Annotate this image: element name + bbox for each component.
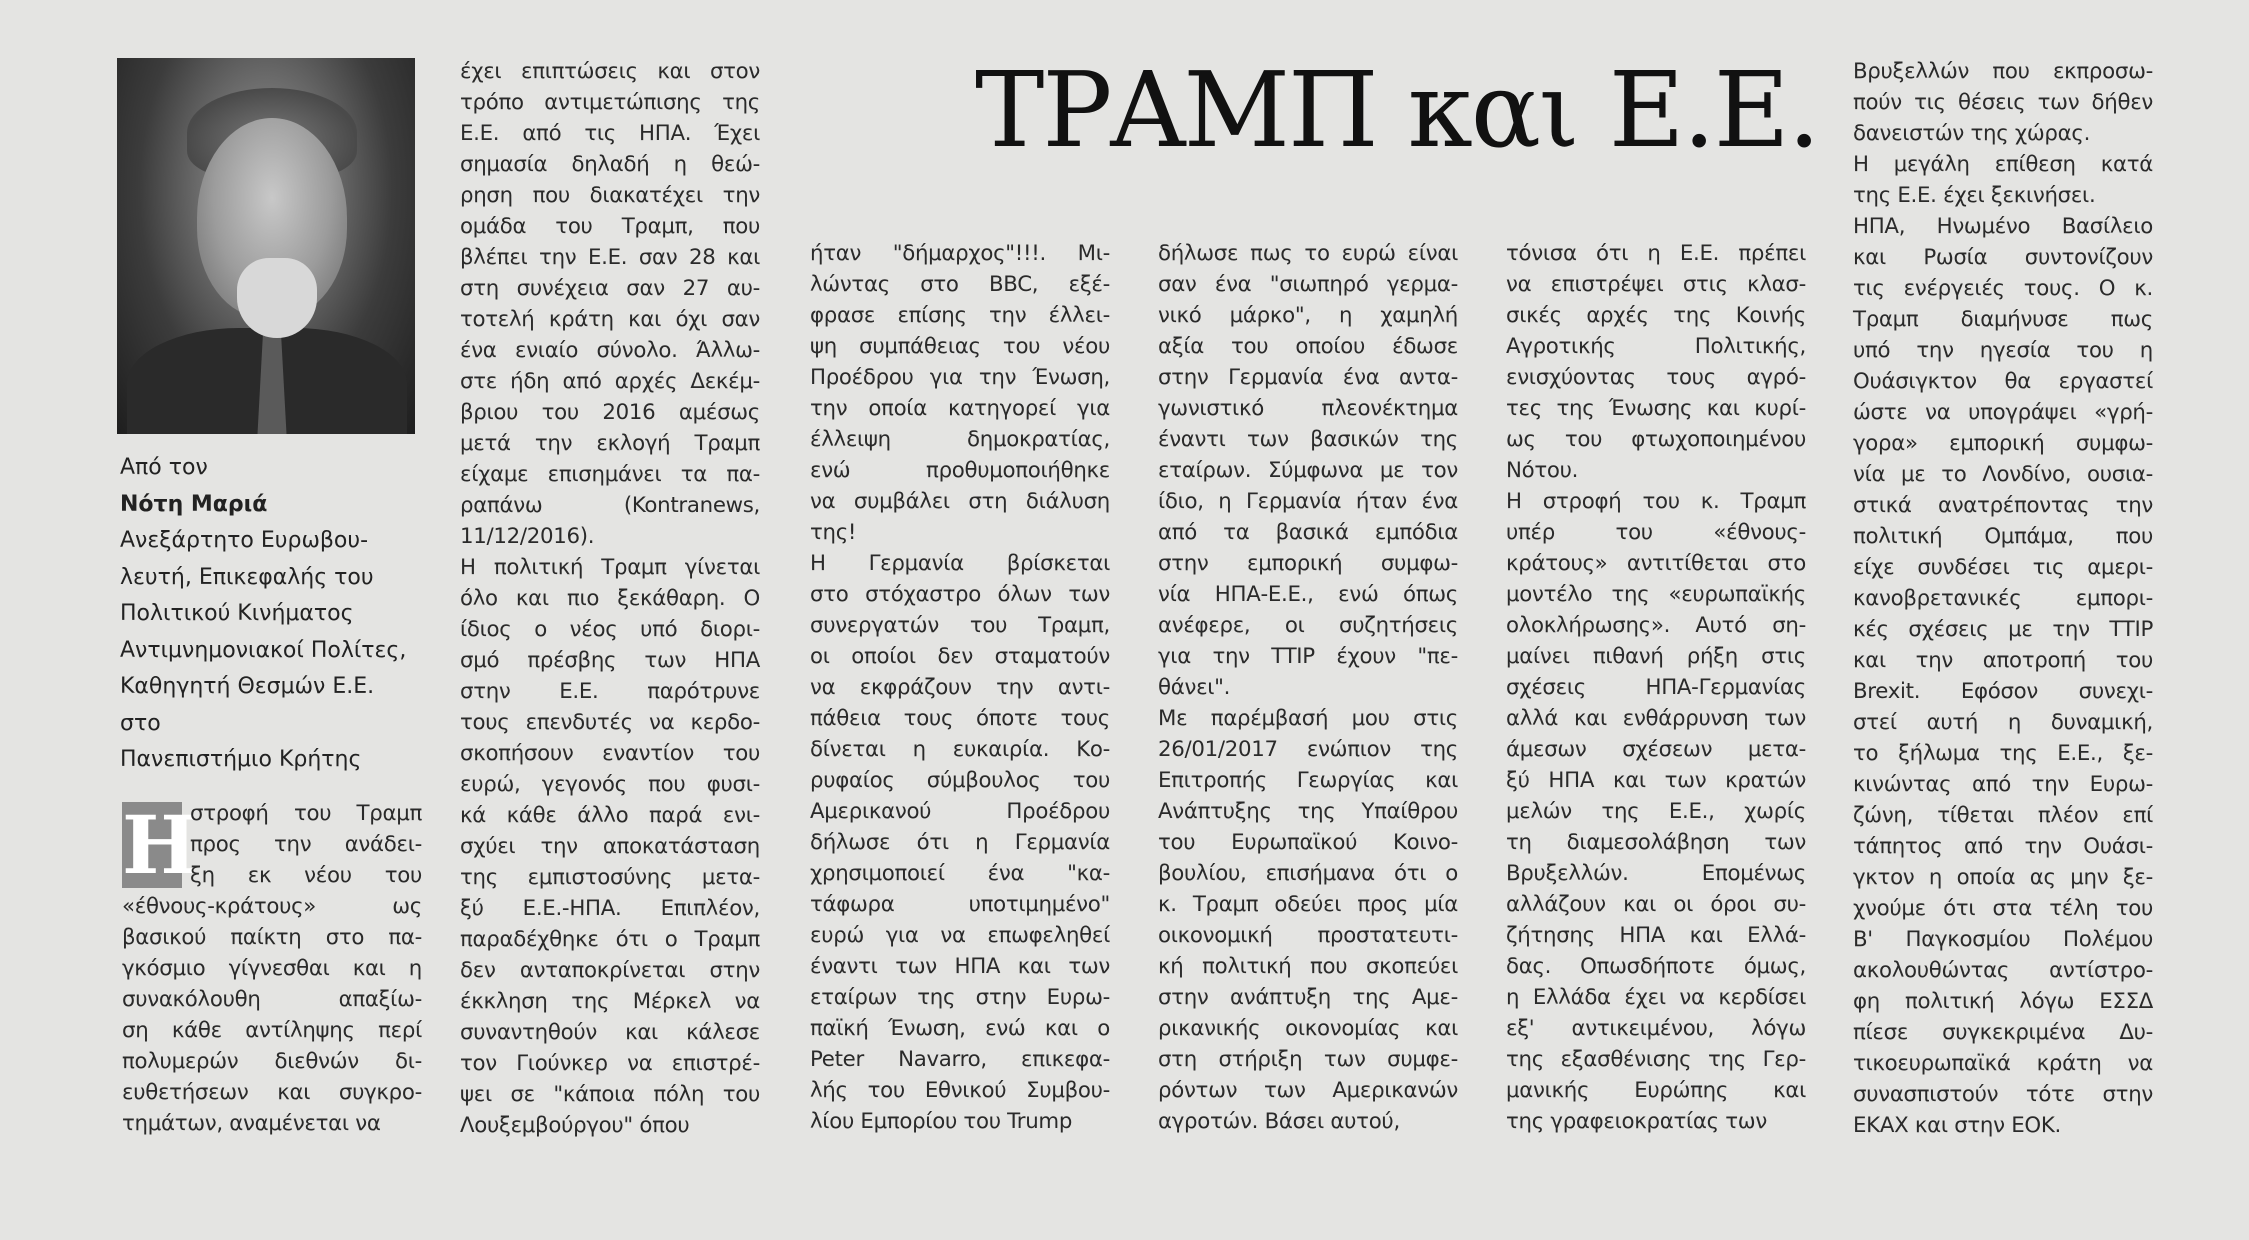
article-text-line: πολυμερών διεθνών δι- — [122, 1049, 422, 1074]
article-text-line: λής του Εθνικού Συμβου- — [810, 1078, 1110, 1103]
article-text-line: ρυφαίος σύμβουλος του — [810, 768, 1110, 793]
author-name: Νότη Μαριά — [120, 491, 268, 517]
article-text-line: ευρώ για να επωφεληθεί — [810, 923, 1110, 948]
article-text-line: έκκληση της Μέρκελ να — [460, 989, 760, 1014]
article-text-line: τις ενέργειές τους. Ο κ. — [1853, 276, 2153, 301]
article-text-line: τάφωρα υποτιμημένο" — [810, 892, 1110, 917]
article-text-line: είχαμε επισημάνει τα πα- — [460, 462, 760, 487]
article-text-line: στεί αυτή η δυναμική, — [1853, 710, 2153, 735]
article-text-line: του Ευρωπαϊκού Κοινο- — [1158, 830, 1458, 855]
article-text-line: 26/01/2017 ενώπιον της — [1158, 737, 1458, 762]
article-column-1 — [122, 798, 422, 1139]
article-text-line: έλλειψη δημοκρατίας, — [810, 427, 1110, 452]
article-text-line: σημασία δηλαδή η θεώ- — [460, 152, 760, 177]
article-text-line: εταίρων. Σύμφωνα με τον — [1158, 458, 1458, 483]
article-title: ΤΡΑΜΠ και Ε.Ε. — [975, 49, 1819, 171]
article-text-line: άμεσων σχέσεων μετα- — [1506, 737, 1806, 762]
article-text-line: δίνεται η ευκαιρία. Κο- — [810, 737, 1110, 762]
article-text-line: Βρυξελλών που εκπροσω- — [1853, 59, 2153, 84]
article-text-line: στροφή του Τραμπ — [190, 801, 422, 826]
article-text-line: στη συνέχεια σαν 27 αυ- — [460, 276, 760, 301]
article-column-5 — [1506, 238, 1806, 1137]
article-text-line: συνασπιστούν τότε στην — [1853, 1082, 2153, 1107]
drop-cap: Η — [122, 798, 198, 892]
article-text-line: κή πολιτική που σκοπεύει — [1158, 954, 1458, 979]
article-text-line: Βρυξελλών. Επομένως — [1506, 861, 1806, 886]
article-text-line: δήλωσε ότι η Γερμανία — [810, 830, 1110, 855]
article-text-line: σαν ένα "σιωπηρό γερμα- — [1158, 272, 1458, 297]
article-text-line: μαίνει πιθανή ρήξη στις — [1506, 644, 1806, 669]
article-text-line: όλο και πιο ξεκάθαρη. Ο — [460, 586, 760, 611]
article-text-line: στην εμπορική συμφω- — [1158, 551, 1458, 576]
article-text-line: χνούμε ότι στα τέλη του — [1853, 896, 2153, 921]
article-text-line: αγροτών. Βάσει αυτού, — [1158, 1109, 1400, 1134]
article-text-line: δανειστών της χώρας. — [1853, 121, 2091, 146]
article-text-line: σχέσεις ΗΠΑ-Γερμανίας — [1506, 675, 1806, 700]
article-text-line: Αμερικανού Προέδρου — [810, 799, 1110, 824]
article-text-line: «έθνους-κράτους» ως — [122, 894, 422, 919]
article-text-line: στην ανάπτυξη της Αμε- — [1158, 985, 1458, 1010]
article-text-line: στικά ανατρέποντας την — [1853, 493, 2153, 518]
article-text-line: αξία του οποίου έδωσε — [1158, 334, 1458, 359]
article-text-line: υπό την ηγεσία του η — [1853, 338, 2153, 363]
article-text-line: είχε συνδέσει τις αμερι- — [1853, 555, 2153, 580]
article-text-line: Λουξεμβούργου" όπου — [460, 1113, 690, 1138]
article-text-line: τικοευρωπαϊκά κράτη να — [1853, 1051, 2153, 1076]
article-text-line: πίεσε συγκεκριμένα Δυ- — [1853, 1020, 2153, 1045]
article-text-line: Νότου. — [1506, 458, 1579, 483]
author-role-line: Καθηγητή Θεσμών Ε.Ε. στο — [120, 674, 375, 736]
article-text-line: τάπητος από την Ουάσι- — [1853, 834, 2153, 859]
article-text-line: ανέφερε, οι συζητήσεις — [1158, 613, 1458, 638]
article-text-line: κές σχέσεις με την TTIP — [1853, 617, 2153, 642]
article-text-line: τους επενδυτές να κερδο- — [460, 710, 760, 735]
author-role-line: Πολιτικού Κινήματος — [120, 601, 354, 626]
article-text-line: νία ΗΠΑ-Ε.Ε., ενώ όπως — [1158, 582, 1458, 607]
article-text-line: τον Γιούνκερ να επιστρέ- — [460, 1051, 760, 1076]
article-text-line: μετά την εκλογή Τραμπ — [460, 431, 760, 456]
article-text-line: της Ε.Ε. έχει ξεκινήσει. — [1853, 183, 2096, 208]
article-text-line: μανικής Ευρώπης και — [1506, 1078, 1806, 1103]
article-text-line: ζήτησης ΗΠΑ και Ελλά- — [1506, 923, 1806, 948]
article-text-line: την οποία κατηγορεί για — [810, 396, 1110, 421]
article-text-line: μοντέλο της «ευρωπαϊκής — [1506, 582, 1806, 607]
article-text-line: τημάτων, αναμένεται να — [122, 1111, 381, 1136]
author-role-line: λευτή, Επικεφαλής του — [120, 564, 374, 590]
article-text-line: να συμβάλει στη διάλυση — [810, 489, 1110, 514]
article-text-line: συναντηθούν και κάλεσε — [460, 1020, 760, 1045]
article-text-line: Brexit. Εφόσον συνεχι- — [1853, 679, 2153, 704]
article-text-line: σκοπήσουν εναντίον του — [460, 741, 760, 766]
article-text-line: τη διαμεσολάβηση των — [1506, 830, 1806, 855]
article-text-line: έναντι των ΗΠΑ και των — [810, 954, 1110, 979]
article-text-line: τοτελή κράτη και όχι σαν — [460, 307, 760, 332]
article-text-line: ευρώ, γεγονός που φυσι- — [460, 772, 760, 797]
article-text-line: δήλωσε πως το ευρώ είναι — [1158, 241, 1458, 266]
article-text-line: ευθετήσεων και συγκρο- — [122, 1080, 422, 1105]
article-text-line: Η στροφή του κ. Τραμπ — [1506, 489, 1806, 514]
article-text-line: ίδιο, η Γερμανία ήταν ένα — [1158, 489, 1458, 514]
article-text-line: ένα ενιαίο σύνολο. Άλλω- — [460, 338, 760, 363]
article-text-line: νικό μάρκο", η χαμηλή — [1158, 303, 1458, 328]
article-text-line: τες της Ένωσης και κυρί- — [1506, 396, 1806, 421]
article-text-line: δας. Οπωσδήποτε όμως, — [1506, 954, 1806, 979]
article-text-line: παραδέχθηκε ότι ο Τραμπ — [460, 927, 760, 952]
article-text-line: και την αποτροπή του — [1853, 648, 2153, 673]
article-text-line: πολιτική Ομπάμα, που — [1853, 524, 2153, 549]
article-text-line: Επιτροπής Γεωργίας και — [1158, 768, 1458, 793]
article-text-line: ραπάνω (Kontranews, — [460, 493, 760, 518]
article-text-line: ξη εκ νέου του — [190, 863, 422, 888]
article-text-line: Peter Navarro, επικεφα- — [810, 1047, 1110, 1072]
article-column-4 — [1158, 238, 1458, 1137]
article-text-line: αλλάζουν και οι όροι συ- — [1506, 892, 1806, 917]
article-text-line: κά κάθε άλλο παρά ενι- — [460, 803, 760, 828]
article-text-line: οι οποίοι δεν σταματούν — [810, 644, 1110, 669]
article-text-line: πάθεια τους όποτε τους — [810, 706, 1110, 731]
article-text-line: βριου του 2016 αμέσως — [460, 400, 760, 425]
article-text-line: μελών της Ε.Ε., χωρίς — [1506, 799, 1806, 824]
article-text-line: λώντας στο BBC, εξέ- — [810, 272, 1110, 297]
article-text-line: Ουάσιγκτον θα εργαστεί — [1853, 369, 2153, 394]
author-byline — [120, 450, 420, 779]
article-text-line: της! — [810, 520, 857, 545]
article-column-6 — [1853, 56, 2153, 1141]
article-column-3 — [810, 238, 1110, 1137]
article-text-line: ψει σε "κάποια πόλη του — [460, 1082, 760, 1107]
article-text-line: πούν τις θέσεις των δήθεν — [1853, 90, 2153, 115]
article-text-line: στε ήδη από αρχές Δεκέμ- — [460, 369, 760, 394]
article-text-line: ζώνη, τίθεται πλέον επί — [1853, 803, 2153, 828]
article-text-line: ρόντων των Αμερικανών — [1158, 1078, 1458, 1103]
author-role-line: Αντιμνημονιακοί Πολίτες, — [120, 637, 407, 663]
article-text-line: βασικού παίκτη στο πα- — [122, 925, 422, 950]
article-text-line: Η Γερμανία βρίσκεται — [810, 551, 1110, 576]
article-text-line: Β' Παγκοσμίου Πολέμου — [1853, 927, 2153, 952]
article-text-line: της εξασθένισης της Γερ- — [1506, 1047, 1806, 1072]
article-text-line: Με παρέμβασή μου στις — [1158, 706, 1458, 731]
article-text-line: Αγροτικής Πολιτικής, — [1506, 334, 1806, 359]
author-photo — [117, 58, 415, 434]
article-text-line: παϊκή Ένωση, ενώ και ο — [810, 1016, 1110, 1041]
article-text-line: ΗΠΑ, Ηνωμένο Βασίλειο — [1853, 214, 2153, 239]
article-text-line: στο στόχαστρο όλων των — [810, 582, 1110, 607]
article-text-line: 11/12/2016). — [460, 524, 595, 549]
article-text-line: βουλίου, επισήμανα ότι ο — [1158, 861, 1458, 886]
article-text-line: ξύ Ε.Ε.-ΗΠΑ. Επιπλέον, — [460, 896, 760, 921]
article-text-line: φη πολιτική λόγω ΕΣΣΔ — [1853, 989, 2153, 1014]
article-text-line: το ξήλωμα της Ε.Ε., ξε- — [1853, 741, 2153, 766]
article-text-line: για την TTIP έχουν "πε- — [1158, 644, 1458, 669]
article-text-line: έναντι των βασικών της — [1158, 427, 1458, 452]
article-text-line: έχει επιπτώσεις και στον — [460, 59, 760, 84]
article-text-line: από τα βασικά εμπόδια — [1158, 520, 1458, 545]
article-text-line: στη στήριξη των συμφε- — [1158, 1047, 1458, 1072]
article-text-line: ήταν "δήμαρχος"!!!. Μι- — [810, 241, 1110, 266]
article-text-line: ενισχύοντας τους αγρό- — [1506, 365, 1806, 390]
article-text-line: και Ρωσία συντονίζουν — [1853, 245, 2153, 270]
article-text-line: ώστε να υπογράψει «γρή- — [1853, 400, 2153, 425]
article-text-line: οικονομική προστατευτι- — [1158, 923, 1458, 948]
article-text-line: στην Ε.Ε. παρότρυνε — [460, 679, 760, 704]
article-text-line: γωνιστικό πλεονέκτημα — [1158, 396, 1458, 421]
article-text-line: ρηση που διακατέχει την — [460, 183, 760, 208]
article-text-line: κ. Τραμπ οδεύει προς μία — [1158, 892, 1458, 917]
article-text-line: ομάδα του Τραμπ, που — [460, 214, 760, 239]
article-text-line: σχύει την αποκατάσταση — [460, 834, 760, 859]
article-text-line: ρικανικής οικονομίας και — [1158, 1016, 1458, 1041]
article-text-line: κράτους» αντιτίθεται στο — [1506, 551, 1806, 576]
article-text-line: νία με το Λονδίνο, ουσια- — [1853, 462, 2153, 487]
article-text-line: σικές αρχές της Κοινής — [1506, 303, 1806, 328]
article-text-line: γκτον η οποία ας μην ξε- — [1853, 865, 2153, 890]
article-text-line: τρόπο αντιμετώπισης της — [460, 90, 760, 115]
article-column-2 — [460, 56, 760, 1141]
article-text-line: ολοκλήρωσης». Αυτό ση- — [1506, 613, 1806, 638]
article-text-line: Προέδρου για την Ένωση, — [810, 365, 1110, 390]
article-text-line: χρησιμοποιεί ένα "κα- — [810, 861, 1110, 886]
article-text-line: Ανάπτυξης της Υπαίθρου — [1158, 799, 1458, 824]
article-text-line: η Ελλάδα έχει να κερδίσει — [1506, 985, 1806, 1010]
author-role-line: Ανεξάρτητο Ευρωβου- — [120, 528, 369, 553]
article-text-line: ση κάθε αντίληψης περί — [122, 1018, 422, 1043]
article-text-line: ως του φτωχοποιημένου — [1506, 427, 1806, 452]
article-text-line: τόνισα ότι η Ε.Ε. πρέπει — [1506, 241, 1806, 266]
article-text-line: κανοβρετανικές εμπορι- — [1853, 586, 2153, 611]
article-text-line: Ε.Ε. από τις ΗΠΑ. Έχει — [460, 121, 760, 146]
article-text-line: ψη συμπάθειας του νέου — [810, 334, 1110, 359]
article-text-line: γορα» εμπορική συμφω- — [1853, 431, 2153, 456]
article-text-line: ΕΚΑΧ και στην ΕΟΚ. — [1853, 1113, 2061, 1138]
article-text-line: αλλά και ενθάρρυνση των — [1506, 706, 1806, 731]
article-text-line: της γραφειοκρατίας των — [1506, 1109, 1767, 1134]
article-text-line: εξ' αντικειμένου, λόγω — [1506, 1016, 1806, 1041]
article-text-line: συνακόλουθη απαξίω- — [122, 987, 422, 1012]
article-text-line: θάνει". — [1158, 675, 1231, 700]
article-text-line: λίου Εμπορίου του Trump — [810, 1109, 1073, 1134]
article-text-line: κινώντας από την Ευρω- — [1853, 772, 2153, 797]
article-text-line: ξύ ΗΠΑ και των κρατών — [1506, 768, 1806, 793]
article-text-line: στην Γερμανία ένα αντα- — [1158, 365, 1458, 390]
article-text-line: βλέπει την Ε.Ε. σαν 28 και — [460, 245, 760, 270]
article-text-line: συνεργατών του Τραμπ, — [810, 613, 1110, 638]
article-text-line: ακολουθώντας αντίστρο- — [1853, 958, 2153, 983]
byline-prefix: Από τον — [120, 455, 208, 480]
article-text-line: να επιστρέψει στις κλασ- — [1506, 272, 1806, 297]
article-text-line: γκόσμιο γίγνεσθαι και η — [122, 956, 422, 981]
article-text-line: φρασε επίσης την έλλει- — [810, 303, 1110, 328]
article-text-line: της εμπιστοσύνης μετα- — [460, 865, 760, 890]
article-text-line: Τραμπ διαμήνυσε πως — [1853, 307, 2153, 332]
article-text-line: υπέρ του «έθνους- — [1506, 520, 1806, 545]
article-text-line: να εκφράζουν την αντι- — [810, 675, 1110, 700]
author-role-line: Πανεπιστήμιο Κρήτης — [120, 747, 362, 772]
article-text-line: ενώ προθυμοποιήθηκε — [810, 458, 1110, 483]
article-text-line: ίδιος ο νέος υπό διορι- — [460, 617, 760, 642]
article-text-line: Η πολιτική Τραμπ γίνεται — [460, 555, 760, 580]
article-text-line: σμό πρέσβης των ΗΠΑ — [460, 648, 760, 673]
article-text-line: δεν ανταποκρίνεται στην — [460, 958, 760, 983]
article-text-line: εταίρων της στην Ευρω- — [810, 985, 1110, 1010]
article-text-line: προς την ανάδει- — [190, 832, 422, 857]
article-text-line: Η μεγάλη επίθεση κατά — [1853, 152, 2153, 177]
